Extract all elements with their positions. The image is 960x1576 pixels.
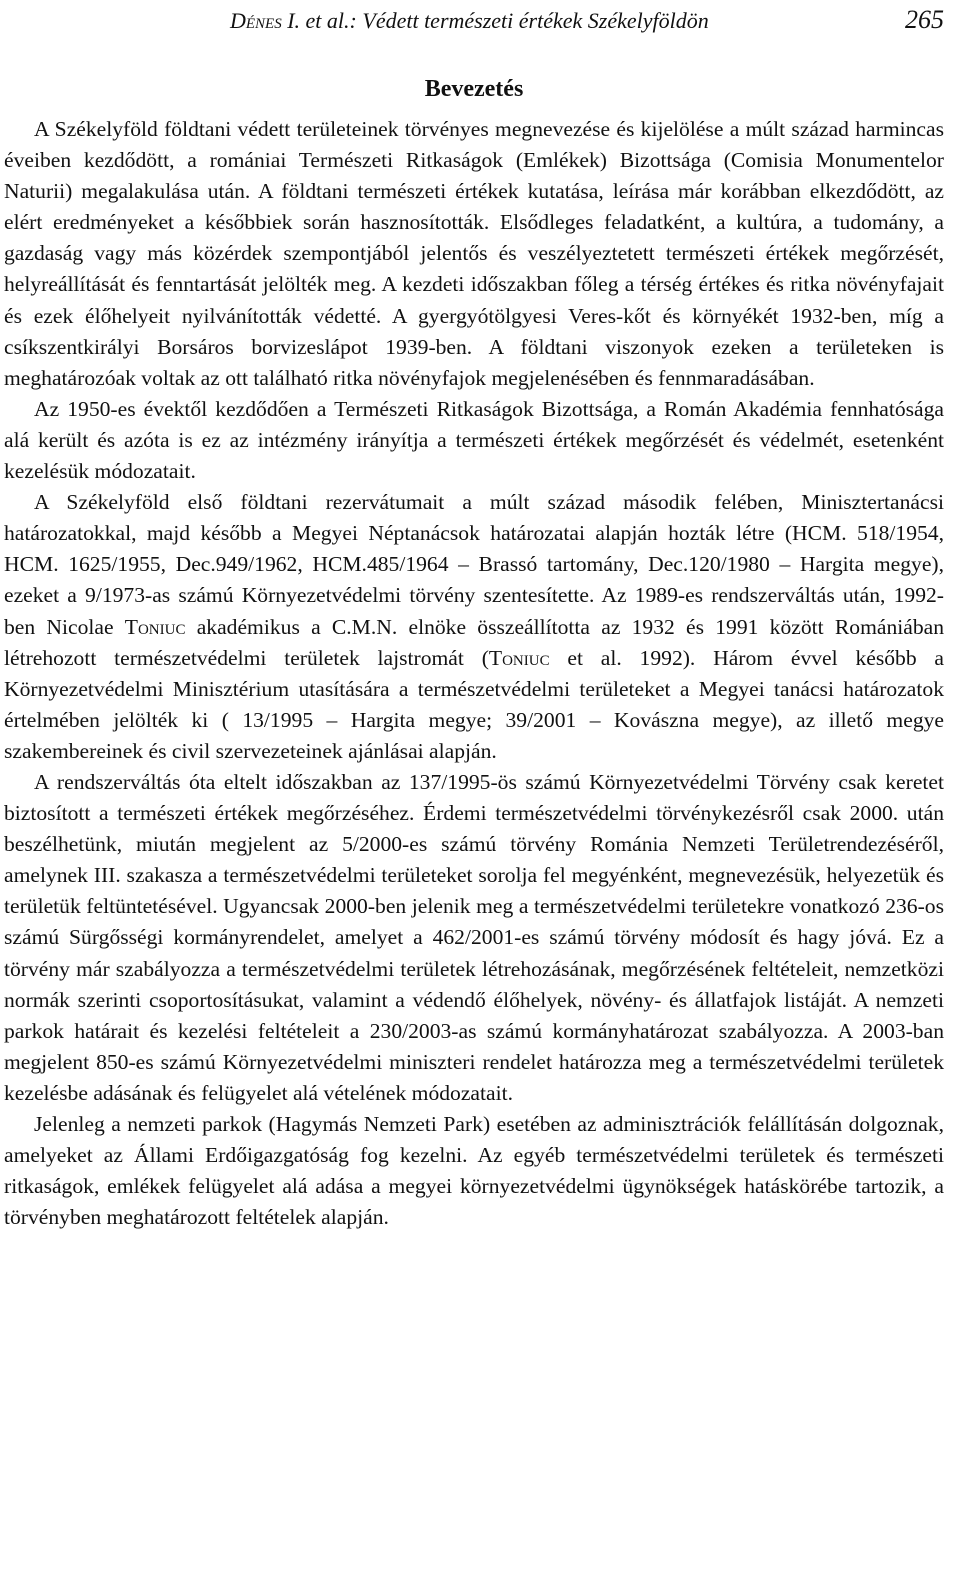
page-number: 265 xyxy=(905,5,944,34)
citation-author-toniuc: Toniuc xyxy=(488,645,550,670)
paragraph-3-part-a: A Székelyföld első földtani rezervátumait a múlt század második felében, Minisztertanácsi határozatokkal, majd később a Megyei Néptanácsok határozatai alapján hozták létre (HCM. 518/1954, HCM. 1625/1955, Dec.949/1962, HCM.485/1964 – Brassó tartomány, Dec.120/1980 – Hargita megye), ezeket a 9/1973-as számú Környezetvédelmi törvény szentesítette. Az 1989-es rendszerváltás után, 1992-ben Nicolae xyxy=(4,490,944,639)
paragraph-1: A Székelyföld földtani védett területeinek törvényes megnevezése és kijelölése a múlt század harmincas éveiben kezdődött, a romániai Természeti Ritkaságok (Emlékek) Bizottsága (Comisia Monumentelor Naturii) megalakulása után. A földtani természeti értékek kutatása, leírása már korábban elkezdődött, az elért eredményeket a későbbiek során hasznosították. Elsődleges feladatként, a kultúra, a tudomány, a gazdaság vagy más közérdek szempontjából jelentős és veszélyeztetett természeti értékek megőrzését, helyreállítását és fenntartását jelölték meg. A kezdeti időszakban főleg a térség értékes és ritka növényfajait és ezek élőhelyeit nyilvánították védetté. A gyergyótölgyesi Veres-kőt és környékét 1932-ben, míg a csíkszentkirályi Borsáros borvizeslápot 1939-ben. A földtani viszonyok ezeken a területeken is meghatározóak voltak az ott található ritka növényfajok megjelenésében és fennmaradásában. xyxy=(4,117,944,390)
paragraph-4: A rendszerváltás óta eltelt időszakban az 137/1995-ös számú Környezetvédelmi Törvény csak keretet biztosított a természeti értékek megőrzéséhez. Érdemi természetvédelmi törvénykezésről csak 2000. után beszélhetünk, miután megjelent az 5/2000-es számú törvény Románia Nemzeti Területrendezéséről, amelynek III. szakasza a természetvédelmi területeket sorolja fel megyénként, megnevezésük, helyezetük és területük feltüntetésével. Ugyancsak 2000-ben jelenik meg a természetvédelmi területekre vonatkozó 236-os számú Sürgősségi kormányrendelet, amelyet a 462/2001-es számú törvény módosít és hagy jóvá. Ez a törvény már szabályozza a természetvédelmi területek létrehozásának, megőrzésének feltételeit, nemzetközi normák szerinti csoportosításukat, valamint a védendő élőhelyek, növény- és állatfajok listáját. A nemzeti parkok határait és kezelési feltételeit a 230/2003-as számú kormányhatározat szabályozza. A 2003-ban megjelent 850-es számú Környezetvédelmi miniszteri rendelet határozza meg a természetvédelmi területek kezelésbe adásának és felügyelet alá vételének módozatait. xyxy=(4,769,944,1105)
paragraph-5: Jelenleg a nemzeti parkok (Hagymás Nemzeti Park) esetében az adminisztrációk felállításán dolgoznak, amelyeket az Állami Erdőigazgatóság fog kezelni. Az egyéb természetvédelmi területek és természeti ritkaságok, emlékek felügyelet alá adása a megyei környezetvédelmi ügynökségek hatáskörébe tartozik, a törvényben meghatározott feltételek alapján. xyxy=(4,1112,944,1230)
paragraph-3-part-b: akadémikus a C.M.N. elnöke összeállította az 1932 és 1991 között Romániában létrehozott természetvédelmi területek lajstromát ( xyxy=(4,614,945,670)
running-header xyxy=(4,6,944,36)
author-surname: Dénes xyxy=(230,8,282,33)
article-title: Védett természeti értékek Székelyföldön xyxy=(362,8,709,33)
body-text xyxy=(4,114,944,1233)
paragraph-3 xyxy=(4,487,944,767)
running-title xyxy=(230,7,709,35)
author-rest: I. et al.: xyxy=(281,8,363,33)
paragraph-2: Az 1950-es évektől kezdődően a Természeti Ritkaságok Bizottsága, a Román Akadémia fennhatósága alá került és azóta is ez az intézmény irányítja a természeti értékek megőrzését és védelmét, esetenként kezelésük módozatait. xyxy=(4,396,944,484)
paragraph-3-part-c: et al. 1992). Három évvel később a Környezetvédelmi Minisztérium utasítására a természetvédelmi területeket a Megyei tanácsi határozatok értelmében jelölték ki ( 13/1995 – Hargita megye; 39/2001 – Kovászna megye), az illető megye szakembereinek és civil szervezeteinek ajánlásai alapján. xyxy=(4,645,944,763)
author-name-toniuc: Toniuc xyxy=(124,614,186,639)
section-heading: Bevezetés xyxy=(424,76,524,102)
